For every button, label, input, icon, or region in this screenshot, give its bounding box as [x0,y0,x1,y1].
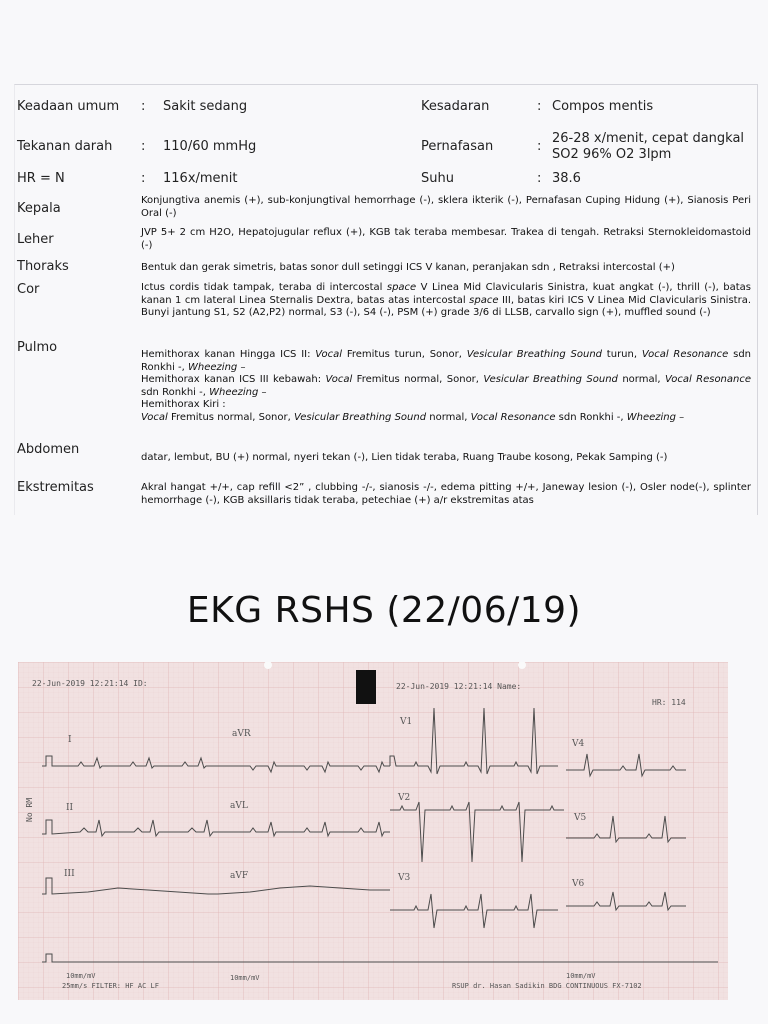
ekg-footer-right-2: RSUP dr. Hasan Sadikin BDG CONTINUOUS FX-7102 [452,982,642,990]
colon: : [141,139,146,154]
physical-exam-table [14,84,758,515]
pulmo-kanan-ics-ii: Hemithorax kanan Hingga ICS II: Vocal Fremitus turun, Sonor, Vesicular Breathing Sound turun, Vocal Resonance sdn Ronkhi -, Wheezing – [141,349,752,373]
text-kepala: Konjungtiva anemis (+), sub-konjungtival hemorrhage (-), sklera ikterik (-), Pernafasan Cuping Hidung (+), Sianosis Peri Oral (-) [141,195,751,219]
colon: : [537,171,542,186]
label-kepala: Kepala [17,201,61,216]
ekg-side-label: No RM [25,797,34,822]
cor-text-3: III, batas kiri ICS V Linea Mid Clavicularis Sinistra. Bunyi jantung S1, S2 (A2,P2) normal, S3 (-), S4 (-), PSM (+) grade 3/6 di LLSB, carvallo sign (+), muffled sound (-) [141,294,752,318]
text-cor [141,282,751,320]
cor-text-italic-1: space [386,282,417,293]
value-pernafasan: 26-28 x/menit, cepat dangkal [552,131,745,146]
text-abdomen: datar, lembut, BU (+) normal, nyeri tekan (-), Lien tidak teraba, Ruang Traube kosong, Pekak Samping (-) [141,452,668,463]
lead-label-aVL: aVL [230,801,248,811]
label-cor: Cor [17,282,40,297]
label-pernafasan: Pernafasan [421,139,494,154]
label-hr: HR = N [17,171,65,186]
colon: : [537,139,542,154]
lead-label-V5: V5 [574,813,587,823]
ekg-strip [18,662,728,1000]
vital-row-1 [15,99,755,115]
lead-label-V1: V1 [400,717,413,727]
ekg-header-right: 22-Jun-2019 12:21:14 Name: [396,682,522,691]
colon: : [537,99,542,114]
ekg-footer-left-2: 25mm/s FILTER: HF AC LF [62,982,159,990]
lead-label-V3: V3 [398,873,411,883]
text-pulmo [141,349,751,424]
value-keadaan-umum: Sakit sedang [163,99,248,114]
value-suhu: 38.6 [552,171,581,186]
ekg-footer-right-1: 10mm/mV [566,972,596,980]
text-leher: JVP 5+ 2 cm H2O, Hepatojugular reflux (+), KGB tak teraba membesar. Trakea di tengah. Retraksi Sternokleidomastoid (-) [141,227,751,251]
label-kesadaran: Kesadaran [421,99,490,114]
label-suhu: Suhu [421,171,454,186]
lead-label-V2: V2 [398,793,411,803]
lead-label-V6: V6 [572,879,585,889]
lead-label-V4: V4 [572,739,585,749]
lead-label-I: I [68,735,72,745]
ekg-marker-block [356,670,376,704]
lead-label-aVR: aVR [232,729,251,739]
text-ekstremitas: Akral hangat +/+, cap refill <2” , clubbing -/-, sianosis -/-, edema pitting +/+, Janeway lesion (-), Osler node(-), splinter hemorrhage (-), KGB aksillaris tidak teraba, petechiae (+) a/r ekstremitas atas [141,482,751,506]
ekg-header-left: 22-Jun-2019 12:21:14 ID: [32,679,148,688]
value-so2: SO2 96% O2 3lpm [552,147,672,162]
cor-text-1: Ictus cordis tidak tampak, teraba di intercostal [141,282,387,293]
label-thoraks: Thoraks [17,259,69,274]
cor-text-2: V Linea Mid Clavicularis Sinistra, kuat angkat (-), thrill (-), batas kanan 1 cm lateral Linea Sternalis Dextra, batas atas intercostal [141,282,752,306]
ekg-header-hr: HR: 114 [652,698,686,707]
label-keadaan-umum: Keadaan umum [17,99,120,114]
colon: : [141,99,146,114]
vital-row-2 [15,131,755,165]
cor-text-italic-2: space [469,294,499,306]
value-kesadaran: Compos mentis [552,99,654,114]
text-thoraks: Bentuk dan gerak simetris, batas sonor dull setinggi ICS V kanan, peranjakan sdn , Retraksi intercostal (+) [141,262,675,273]
ekg-footer-mid: 10mm/mV [230,974,260,982]
label-tekanan-darah: Tekanan darah [17,139,113,154]
pulmo-kiri: Vocal Fremitus normal, Sonor, Vesicular Breathing Sound normal, Vocal Resonance sdn Ronkhi -, Wheezing – [141,411,685,423]
vital-row-3 [15,171,755,187]
label-leher: Leher [17,232,54,247]
lead-label-II: II [66,803,74,813]
lead-label-III: III [64,869,75,879]
ekg-title: EKG RSHS (22/06/19) [186,590,582,631]
lead-label-aVF: aVF [230,871,249,881]
label-ekstremitas: Ekstremitas [17,480,94,495]
pulmo-kiri-heading: Hemithorax Kiri : [141,399,226,410]
value-hr: 116x/menit [163,171,238,186]
label-pulmo: Pulmo [17,340,58,355]
ekg-grid [18,662,728,1000]
colon: : [141,171,146,186]
ekg-footer-left-1: 10mm/mV [66,972,96,980]
label-abdomen: Abdomen [17,442,80,457]
pulmo-kanan-ics-iii: Hemithorax kanan ICS III kebawah: Vocal Fremitus normal, Sonor, Vesicular Breathing Sound normal, Vocal Resonance sdn Ronkhi -, Wheezing – [141,374,752,398]
value-tekanan-darah: 110/60 mmHg [163,139,257,154]
